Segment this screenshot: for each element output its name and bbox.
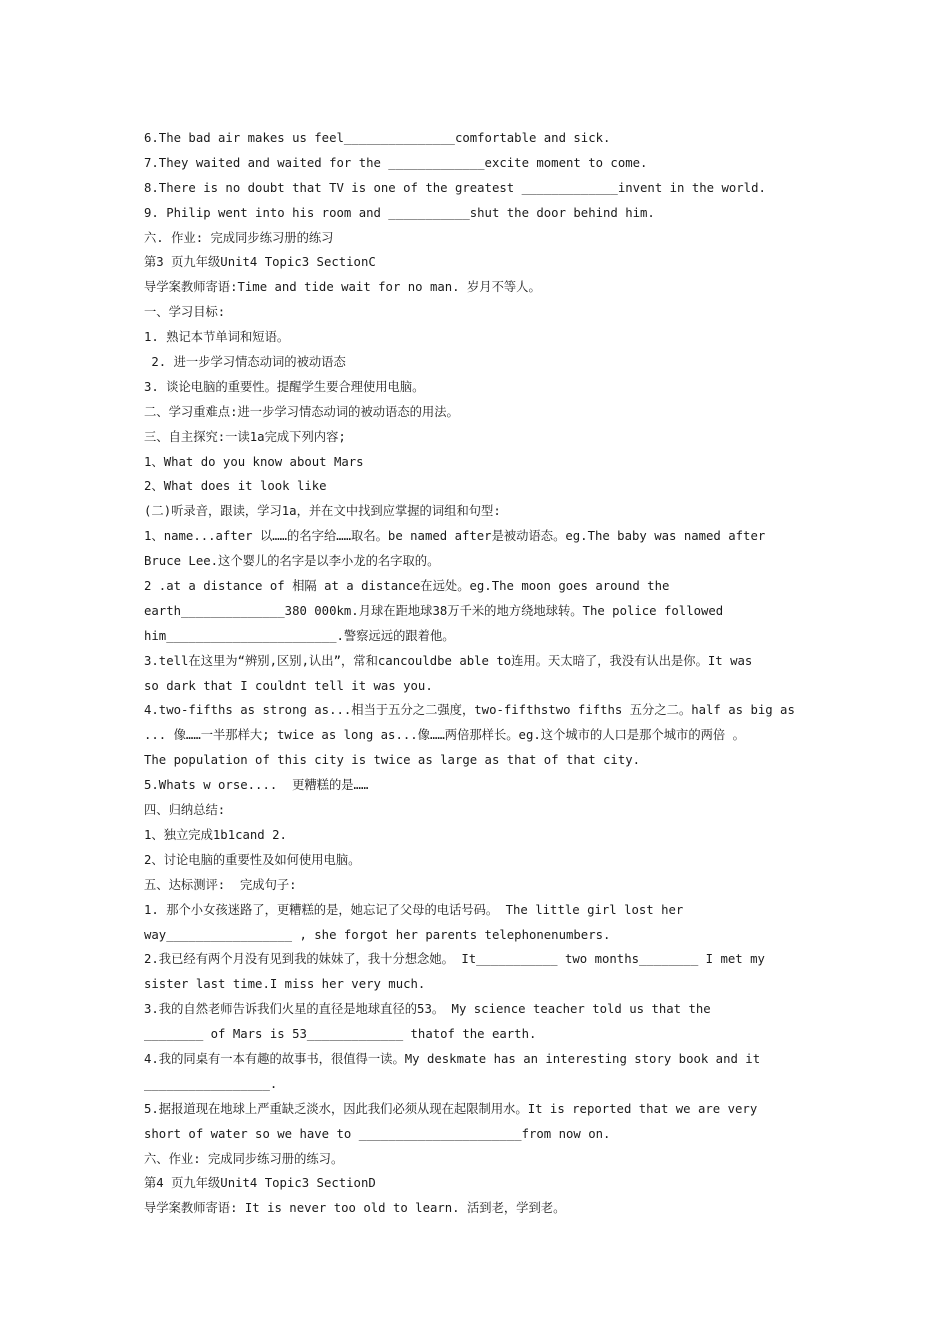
text-line: 1. 熟记本节单词和短语。 bbox=[144, 330, 290, 345]
section-heading: 一、学习目标: bbox=[144, 305, 226, 320]
text-line: 3. 谈论电脑的重要性。提醒学生要合理使用电脑。 bbox=[144, 379, 425, 394]
text-line: 1、What do you know about Mars bbox=[144, 454, 364, 469]
text-line: 7.They waited and waited for the _____________excite moment to come. bbox=[144, 155, 648, 170]
text-line: 3.我的自然老师告诉我们火星的直径是地球直径的53。 My science teacher told us that the bbox=[144, 1002, 711, 1017]
text-line: short of water so we have to ______________________from now on. bbox=[144, 1126, 611, 1141]
text-line: 2.我已经有两个月没有见到我的妹妹了，我十分想念她。 It___________ two months________ I met my bbox=[144, 952, 765, 967]
page-section-title: 第4 页九年级Unit4 Topic3 SectionD bbox=[144, 1176, 376, 1191]
section-heading: 三、自主探究:一读1a完成下列内容; bbox=[144, 429, 346, 444]
text-line: 8.There is no doubt that TV is one of the greatest _____________invent in the world. bbox=[144, 180, 766, 195]
text-line: _________________. bbox=[144, 1076, 278, 1091]
text-line: ________ of Mars is 53_____________ thatof the earth. bbox=[144, 1027, 537, 1042]
text-line: 4.我的同桌有一本有趣的故事书，很值得一读。My deskmate has an interesting story book and it bbox=[144, 1051, 761, 1066]
text-line: 9. Philip went into his room and ___________shut the door behind him. bbox=[144, 205, 655, 220]
text-line: 5.Whats w orse.... 更糟糕的是…… bbox=[144, 778, 369, 793]
text-line: (二)听录音，跟读，学习1a，并在文中找到应掌握的词组和句型: bbox=[144, 504, 501, 519]
text-line: 2. 进一步学习情态动词的被动语态 bbox=[144, 355, 346, 370]
section-heading: 二、学习重难点:进一步学习情态动词的被动语态的用法。 bbox=[144, 404, 459, 419]
text-line: 1、独立完成1b1cand 2. bbox=[144, 827, 287, 842]
text-line: 2、讨论电脑的重要性及如何使用电脑。 bbox=[144, 852, 361, 867]
section-heading: 四、归纳总结: bbox=[144, 803, 226, 818]
teacher-motto: 导学案教师寄语: It is never too old to learn. 活到老，学到老。 bbox=[144, 1201, 566, 1216]
teacher-motto: 导学案教师寄语:Time and tide wait for no man. 岁月不等人。 bbox=[144, 280, 541, 295]
text-line: The population of this city is twice as large as that of that city. bbox=[144, 753, 641, 768]
section-heading: 五、达标测评: 完成句子: bbox=[144, 877, 297, 892]
section-heading: 六. 作业: 完成同步练习册的练习 bbox=[144, 230, 334, 245]
page-section-title: 第3 页九年级Unit4 Topic3 SectionC bbox=[144, 255, 376, 270]
text-line: 6.The bad air makes us feel_______________comfortable and sick. bbox=[144, 131, 611, 145]
text-line: 1、name...after 以……的名字给……取名。be named after是被动语态。eg.The baby was named after bbox=[144, 529, 766, 544]
section-heading: 六、作业: 完成同步练习册的练习。 bbox=[144, 1151, 344, 1166]
text-line: 3.tell在这里为“辨别,区别,认出”，常和cancouldbe able to连用。天太暗了，我没有认出是你。It was bbox=[144, 653, 753, 668]
text-line: earth______________380 000km.月球在距地球38万千米的地方绕地球转。The police followed bbox=[144, 603, 724, 618]
text-line: way_________________ , she forgot her parents telephonenumbers. bbox=[144, 927, 611, 942]
text-line: ... 像……一半那样大; twice as long as...像……两倍那样长。eg.这个城市的人口是那个城市的两倍 。 bbox=[144, 728, 745, 743]
text-line: 1. 那个小女孩迷路了，更糟糕的是，她忘记了父母的电话号码。 The little girl lost her bbox=[144, 902, 684, 917]
text-line: 2、What does it look like bbox=[144, 479, 327, 494]
document-text bbox=[144, 126, 824, 1221]
text-line: him_______________________.警察远远的跟着他。 bbox=[144, 628, 455, 643]
text-line: 2 .at a distance of 相隔 at a distance在远处。eg.The moon goes around the bbox=[144, 579, 670, 594]
text-line: 5.据报道现在地球上严重缺乏淡水，因此我们必须从现在起限制用水。It is reported that we are very bbox=[144, 1101, 758, 1116]
text-line: 4.two-fifths as strong as...相当于五分之二强度，two-fifthstwo fifths 五分之二。half as big as bbox=[144, 703, 795, 718]
text-line: sister last time.I miss her very much. bbox=[144, 977, 426, 992]
text-line: Bruce Lee.这个婴儿的名字是以李小龙的名字取的。 bbox=[144, 554, 440, 569]
text-line: so dark that I couldnt tell it was you. bbox=[144, 678, 433, 693]
